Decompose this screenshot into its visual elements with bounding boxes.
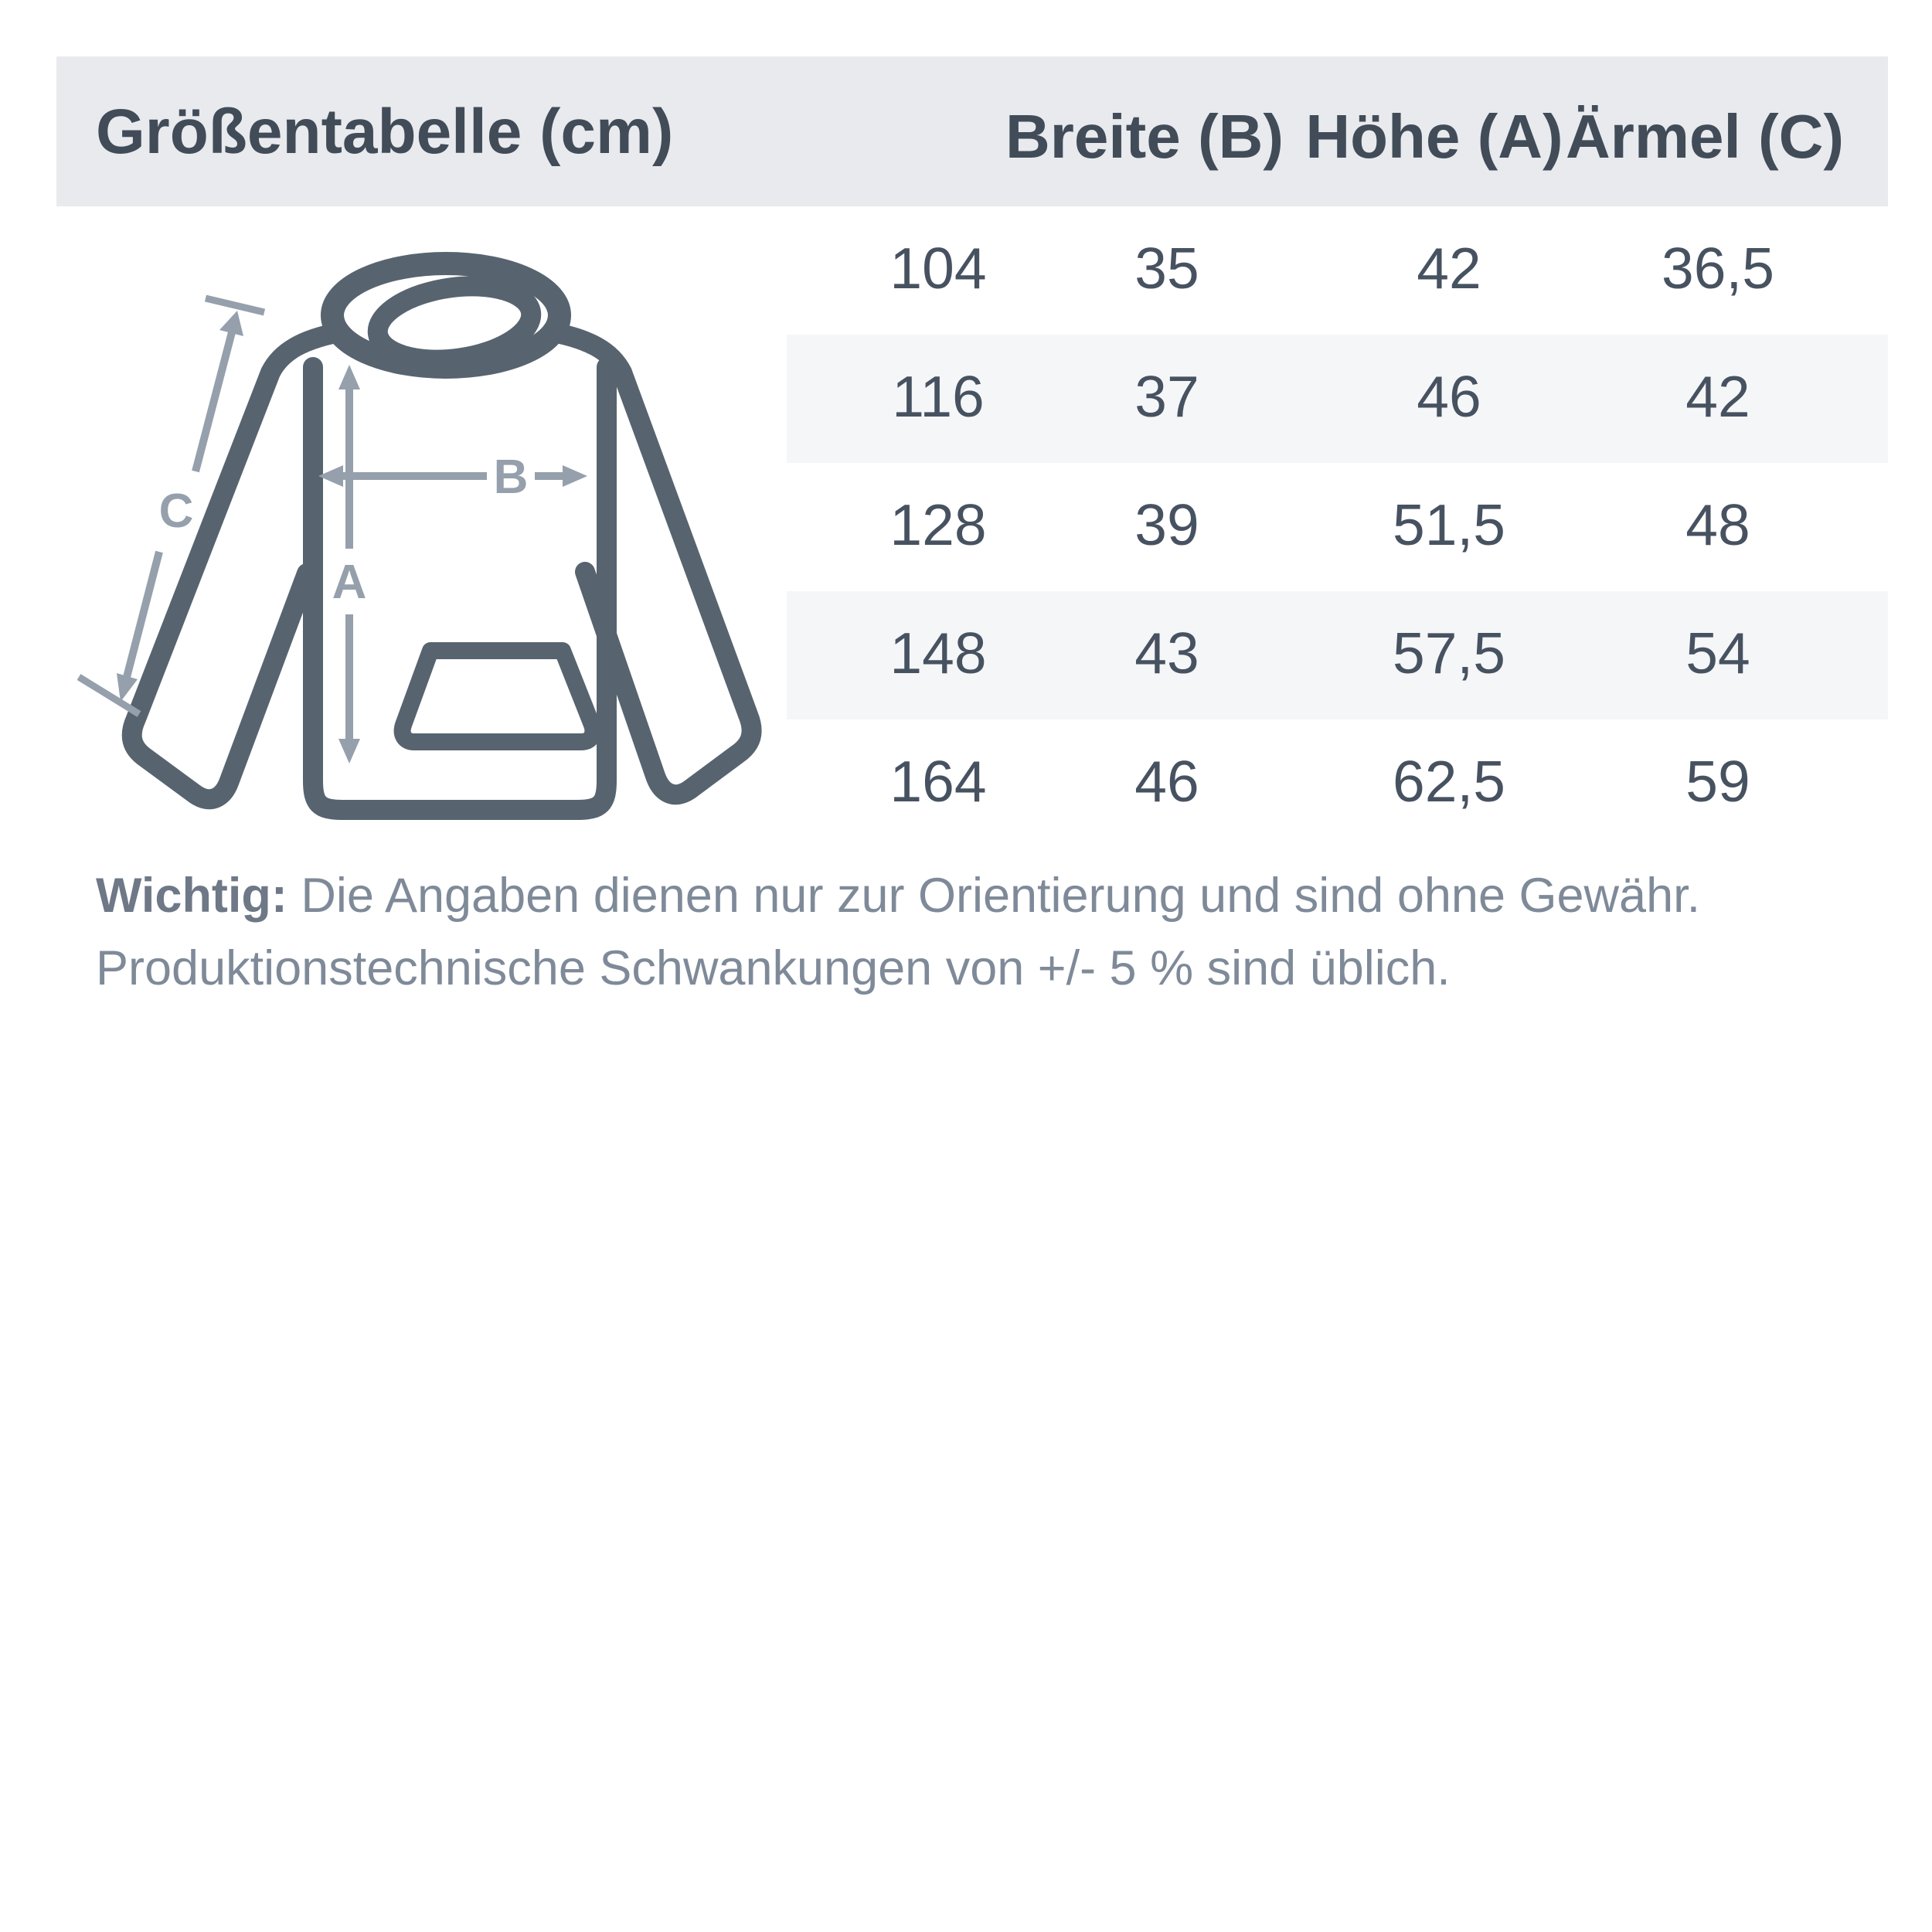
disclaimer-line-2: Produktionstechnische Schwankungen von +/- 5 % sind üblich. <box>96 941 1451 995</box>
cell-hoehe: 51,5 <box>1393 492 1505 557</box>
cell-breite: 43 <box>1134 621 1199 685</box>
cell-aermel: 54 <box>1685 621 1750 685</box>
cell-aermel: 42 <box>1685 364 1750 429</box>
cell-hoehe: 62,5 <box>1393 749 1505 814</box>
cell-size: 128 <box>889 492 987 557</box>
table-title: Größentabelle (cm) <box>96 97 674 167</box>
cell-breite: 46 <box>1134 749 1199 814</box>
disclaimer-line-1-text: Die Angaben dienen nur zur Orientierung und sind ohne Gewähr. <box>287 869 1701 923</box>
cell-breite: 39 <box>1134 492 1199 557</box>
cell-breite: 35 <box>1134 236 1199 301</box>
cell-hoehe: 57,5 <box>1393 621 1505 685</box>
dimension-label-c: C <box>158 485 194 538</box>
column-header-aermel: Ärmel (C) <box>1565 102 1845 171</box>
disclaimer-note <box>96 859 1889 1005</box>
cell-size: 116 <box>892 364 985 429</box>
cell-hoehe: 46 <box>1417 364 1481 429</box>
disclaimer-line-1 <box>96 859 1889 932</box>
cell-aermel: 59 <box>1685 749 1750 814</box>
cell-size: 164 <box>889 749 987 814</box>
hoodie-right-sleeve <box>545 331 752 794</box>
dimension-arrow-b <box>318 465 587 487</box>
hoodie-measurement-diagram <box>46 216 819 850</box>
hoodie-pocket <box>403 651 594 742</box>
dimension-label-b: B <box>493 451 529 504</box>
cell-aermel: 48 <box>1685 492 1750 557</box>
cell-hoehe: 42 <box>1417 236 1481 301</box>
cell-aermel: 36,5 <box>1662 236 1774 301</box>
cell-size: 148 <box>889 621 987 685</box>
column-header-hoehe: Höhe (A) <box>1305 102 1563 171</box>
disclaimer-lead: Wichtig: <box>96 869 287 923</box>
cell-breite: 37 <box>1134 364 1199 429</box>
cell-size: 104 <box>889 236 987 301</box>
column-header-breite: Breite (B) <box>1005 102 1284 171</box>
dimension-label-a: A <box>332 556 367 609</box>
